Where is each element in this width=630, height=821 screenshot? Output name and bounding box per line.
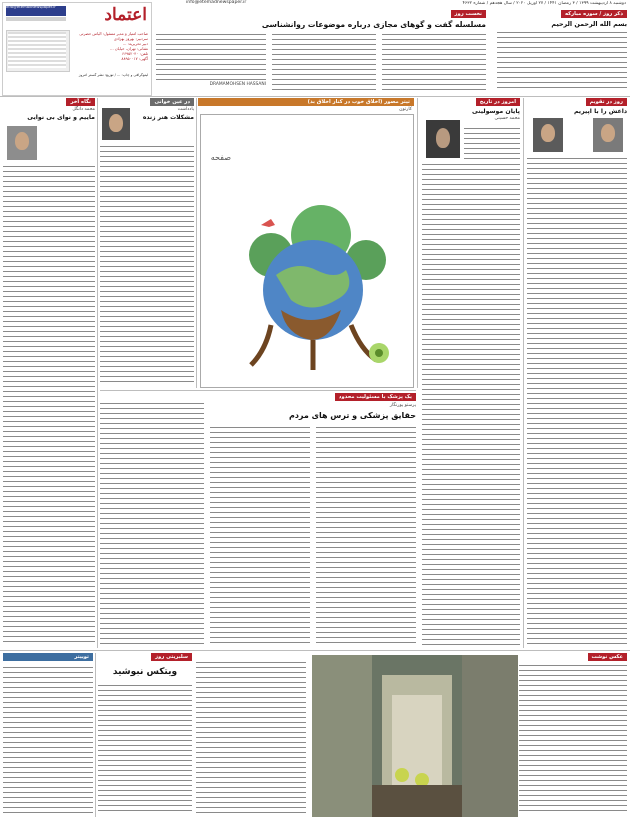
mussolini-photo — [426, 120, 460, 158]
article-title: ماییم و نوای بی نوایی — [27, 114, 95, 121]
article-kicker: تیتر مصور (اخلاق خوب در کنار اخلاق بد) — [198, 98, 414, 106]
article-title: مشکلات هنر زنده — [142, 114, 194, 121]
article-author: DRAMAMOHSEN HASSANI — [209, 82, 266, 87]
website-line: info@etemadnewspaper.ir — [6, 4, 56, 9]
author-photo — [102, 108, 130, 140]
newspaper-logo: اعتماد — [104, 5, 147, 25]
cartoon-block — [198, 98, 414, 388]
article-col5 — [3, 98, 95, 648]
staff-line: صاحب امتیاز و مدیر مسئول: الیاس حضرتی — [79, 31, 148, 36]
article-col2 — [422, 98, 520, 648]
staff-line: سردبیر: بهروز بهزادی — [113, 36, 148, 41]
author-photo — [533, 118, 563, 152]
article-top-right — [497, 10, 627, 94]
article-title: بسم الله الرحمن الرحیم — [551, 20, 627, 28]
cartoon-signature: صفحه — [210, 153, 231, 162]
article-vitamin — [98, 653, 192, 817]
article-kicker: ذکر روز / سوره مبارکه — [561, 10, 627, 18]
article-title: حقایق پزشکی و ترس های مردم — [288, 411, 416, 420]
article-kicker: یک پزشک با مسئولیت محدود — [335, 393, 416, 401]
email-line: info@etemadnewspaper.ir — [186, 0, 247, 5]
article-title: داعش را با اپیریم — [573, 108, 627, 115]
author-photo — [7, 126, 37, 160]
author-photo — [593, 118, 623, 152]
alley-photo — [312, 655, 518, 817]
article-author: یادداشت — [177, 107, 194, 112]
article-title: پایان موسولینی — [471, 108, 520, 115]
article-mid — [100, 393, 416, 648]
article-kicker: امروز در تاریخ — [476, 98, 520, 106]
article-kicker: روز در تقویم — [586, 98, 627, 106]
cartoon-frame — [200, 114, 414, 388]
earth-cartoon-illustration — [201, 115, 413, 387]
article-top-center — [156, 10, 486, 94]
date-line: دوشنبه ۸ اردیبهشت ۱۳۹۹ / ۳ رمضان ۱۴۴۱ / ۲۷ آوریل ۲۰۲۰ / سال هجدهم / شماره ۴۶۳۲ — [462, 1, 626, 6]
cartoon-caption: کارتون — [399, 107, 412, 112]
article-twitter — [3, 653, 93, 817]
article-author: محمد دانگل — [72, 107, 95, 112]
staff-line: نشانی: تهران، خیابان ... — [110, 46, 148, 51]
article-kicker: سلبریتی روز — [151, 653, 192, 661]
article-photo-story — [519, 653, 627, 817]
article-col4 — [100, 98, 194, 388]
staff-list — [70, 31, 148, 61]
article-kicker: نخست روز — [451, 10, 486, 18]
article-title: ویتکس نبوشید — [112, 667, 178, 677]
article-kicker: در عین خوانی — [150, 98, 194, 106]
article-author: پرستو پورنگار — [389, 403, 416, 408]
article-kicker: نگاه آخر — [66, 98, 95, 106]
staff-line: تلفن: ۶۶۹۵۲۰۴۰ — [122, 51, 148, 56]
article-title: مسلسله گفت و گوهای مجازی درباره موضوعات روانشناسی — [261, 20, 486, 29]
article-col1 — [527, 98, 627, 648]
article-kicker: عکس نوشت — [588, 653, 628, 661]
footer-line: لیتوگرافی و چاپ: ... / توزیع: نشر گستر امروز — [78, 73, 148, 77]
article-author: محمد حسینی — [494, 116, 520, 121]
staff-line: آگهی: ۸۸۹۵۰۰۱۷ — [121, 56, 148, 61]
article-kicker: توییتر — [3, 653, 93, 661]
masthead-box — [2, 2, 152, 96]
staff-line: دبیر تحریریه: ... — [122, 41, 148, 46]
